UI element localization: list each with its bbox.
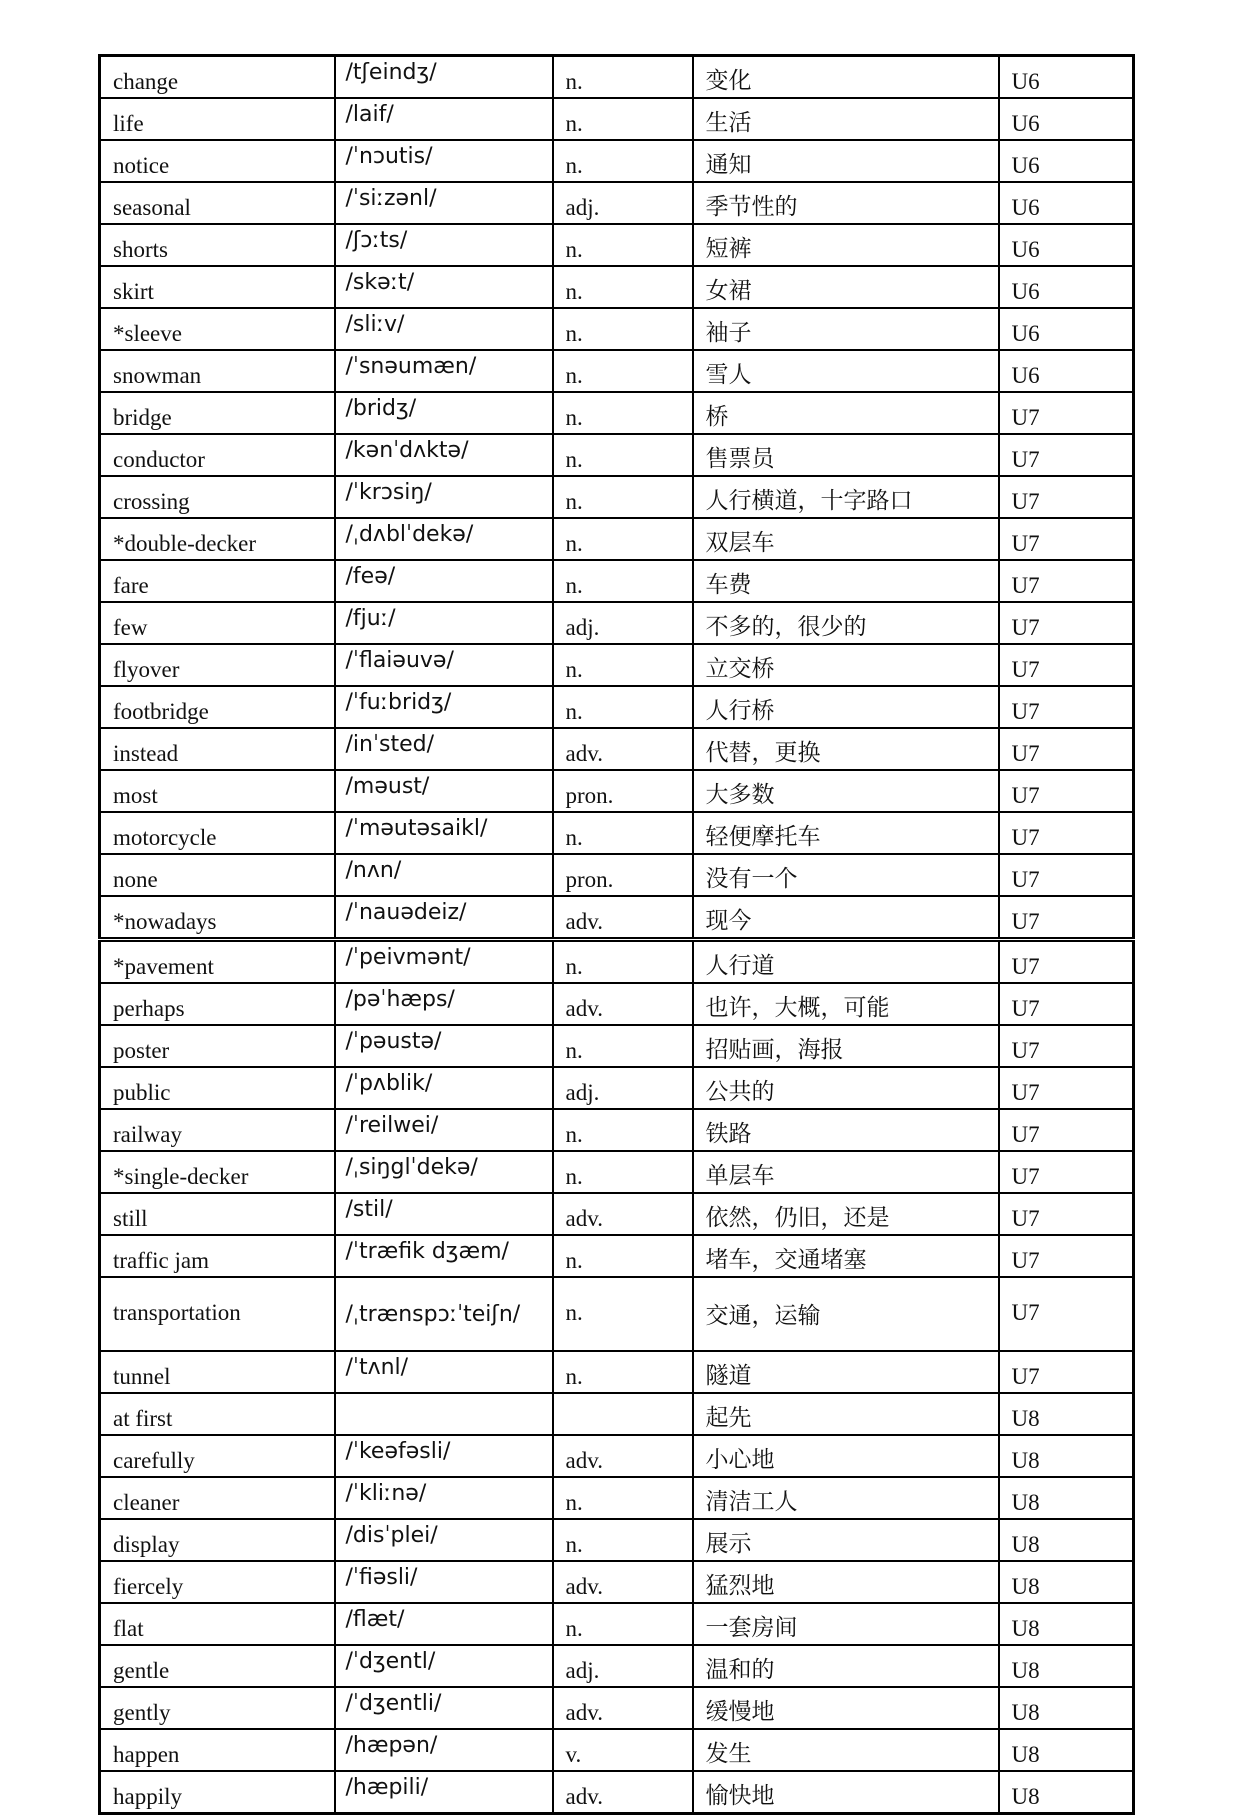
word-cell: transportation xyxy=(100,1277,335,1351)
meaning-cell: 单层车 xyxy=(693,1151,999,1193)
word-cell: *nowadays xyxy=(100,896,335,940)
table-row xyxy=(100,434,1134,476)
table-row xyxy=(100,266,1134,308)
word-cell: cleaner xyxy=(100,1477,335,1519)
part-of-speech-cell: n. xyxy=(553,224,693,266)
unit-cell: U8 xyxy=(999,1729,1134,1771)
table-row xyxy=(100,1519,1134,1561)
table-row xyxy=(100,854,1134,896)
table-row xyxy=(100,1351,1134,1393)
unit-cell: U8 xyxy=(999,1687,1134,1729)
meaning-cell: 人行桥 xyxy=(693,686,999,728)
meaning-cell: 袖子 xyxy=(693,308,999,350)
phonetic-cell: /stil/ xyxy=(335,1193,553,1235)
part-of-speech-cell: n. xyxy=(553,1351,693,1393)
word-cell: none xyxy=(100,854,335,896)
phonetic-cell: /ˌsiŋglˈdekə/ xyxy=(335,1151,553,1193)
table-row xyxy=(100,1151,1134,1193)
unit-cell: U8 xyxy=(999,1561,1134,1603)
unit-cell: U8 xyxy=(999,1435,1134,1477)
unit-cell: U7 xyxy=(999,983,1134,1025)
part-of-speech-cell: pron. xyxy=(553,770,693,812)
phonetic-cell: /ˈpeivmənt/ xyxy=(335,940,553,984)
part-of-speech-cell: n. xyxy=(553,140,693,182)
word-cell: traffic jam xyxy=(100,1235,335,1277)
meaning-cell: 一套房间 xyxy=(693,1603,999,1645)
phonetic-cell: /flæt/ xyxy=(335,1603,553,1645)
meaning-cell: 愉快地 xyxy=(693,1771,999,1814)
unit-cell: U7 xyxy=(999,1025,1134,1067)
phonetic-cell: /ˈnauədeiz/ xyxy=(335,896,553,940)
word-cell: *double-decker xyxy=(100,518,335,560)
meaning-cell: 代替，更换 xyxy=(693,728,999,770)
table-row xyxy=(100,812,1134,854)
table-row xyxy=(100,1435,1134,1477)
word-cell: life xyxy=(100,98,335,140)
part-of-speech-cell: n. xyxy=(553,1109,693,1151)
table-row xyxy=(100,1603,1134,1645)
meaning-cell: 温和的 xyxy=(693,1645,999,1687)
table-row xyxy=(100,1687,1134,1729)
phonetic-cell: /ˌdʌblˈdekə/ xyxy=(335,518,553,560)
part-of-speech-cell xyxy=(553,1393,693,1435)
meaning-cell: 季节性的 xyxy=(693,182,999,224)
part-of-speech-cell: n. xyxy=(553,644,693,686)
word-cell: footbridge xyxy=(100,686,335,728)
phonetic-cell: /laif/ xyxy=(335,98,553,140)
part-of-speech-cell: n. xyxy=(553,392,693,434)
word-cell: tunnel xyxy=(100,1351,335,1393)
word-cell: instead xyxy=(100,728,335,770)
unit-cell: U7 xyxy=(999,940,1134,984)
word-cell: at first xyxy=(100,1393,335,1435)
table-row xyxy=(100,1109,1134,1151)
word-cell: crossing xyxy=(100,476,335,518)
word-cell: railway xyxy=(100,1109,335,1151)
meaning-cell: 通知 xyxy=(693,140,999,182)
part-of-speech-cell: v. xyxy=(553,1729,693,1771)
table-row xyxy=(100,1477,1134,1519)
unit-cell: U7 xyxy=(999,644,1134,686)
word-cell: *pavement xyxy=(100,940,335,984)
part-of-speech-cell: n. xyxy=(553,1025,693,1067)
table-row xyxy=(100,983,1134,1025)
word-cell: display xyxy=(100,1519,335,1561)
phonetic-cell: /hæpən/ xyxy=(335,1729,553,1771)
unit-cell: U8 xyxy=(999,1603,1134,1645)
word-cell: perhaps xyxy=(100,983,335,1025)
table-row xyxy=(100,98,1134,140)
table-row xyxy=(100,476,1134,518)
part-of-speech-cell: adj. xyxy=(553,182,693,224)
phonetic-cell: /ˈtræfik dʒæm/ xyxy=(335,1235,553,1277)
word-cell: happen xyxy=(100,1729,335,1771)
phonetic-cell: /kənˈdʌktə/ xyxy=(335,434,553,476)
phonetic-cell: /ʃɔːts/ xyxy=(335,224,553,266)
unit-cell: U6 xyxy=(999,56,1134,99)
part-of-speech-cell: adv. xyxy=(553,983,693,1025)
table-row xyxy=(100,1067,1134,1109)
meaning-cell: 桥 xyxy=(693,392,999,434)
unit-cell: U7 xyxy=(999,1151,1134,1193)
meaning-cell: 公共的 xyxy=(693,1067,999,1109)
table-row xyxy=(100,140,1134,182)
phonetic-cell: /nʌn/ xyxy=(335,854,553,896)
unit-cell: U8 xyxy=(999,1477,1134,1519)
unit-cell: U7 xyxy=(999,770,1134,812)
phonetic-cell: /feə/ xyxy=(335,560,553,602)
phonetic-cell: /bridʒ/ xyxy=(335,392,553,434)
phonetic-cell: /ˈnɔutis/ xyxy=(335,140,553,182)
meaning-cell: 雪人 xyxy=(693,350,999,392)
word-cell: seasonal xyxy=(100,182,335,224)
meaning-cell: 短裤 xyxy=(693,224,999,266)
unit-cell: U7 xyxy=(999,518,1134,560)
phonetic-cell: /ˈsnəumæn/ xyxy=(335,350,553,392)
meaning-cell: 轻便摩托车 xyxy=(693,812,999,854)
meaning-cell: 起先 xyxy=(693,1393,999,1435)
word-cell: gentle xyxy=(100,1645,335,1687)
unit-cell: U6 xyxy=(999,182,1134,224)
unit-cell: U6 xyxy=(999,224,1134,266)
table-row xyxy=(100,602,1134,644)
phonetic-cell: /ˈtʌnl/ xyxy=(335,1351,553,1393)
meaning-cell: 依然，仍旧，还是 xyxy=(693,1193,999,1235)
word-cell: conductor xyxy=(100,434,335,476)
unit-cell: U8 xyxy=(999,1771,1134,1814)
meaning-cell: 生活 xyxy=(693,98,999,140)
table-row xyxy=(100,560,1134,602)
meaning-cell: 车费 xyxy=(693,560,999,602)
word-cell: notice xyxy=(100,140,335,182)
part-of-speech-cell: n. xyxy=(553,476,693,518)
unit-cell: U6 xyxy=(999,140,1134,182)
table-row xyxy=(100,1235,1134,1277)
vocabulary-table-body xyxy=(100,56,1134,1814)
unit-cell: U7 xyxy=(999,686,1134,728)
meaning-cell: 堵车，交通堵塞 xyxy=(693,1235,999,1277)
unit-cell: U7 xyxy=(999,1351,1134,1393)
table-row xyxy=(100,770,1134,812)
unit-cell: U8 xyxy=(999,1519,1134,1561)
unit-cell: U6 xyxy=(999,98,1134,140)
phonetic-cell: /skəːt/ xyxy=(335,266,553,308)
part-of-speech-cell: n. xyxy=(553,1603,693,1645)
phonetic-cell: /hæpili/ xyxy=(335,1771,553,1814)
word-cell: fiercely xyxy=(100,1561,335,1603)
unit-cell: U7 xyxy=(999,1235,1134,1277)
part-of-speech-cell: n. xyxy=(553,98,693,140)
word-cell: public xyxy=(100,1067,335,1109)
word-cell: flyover xyxy=(100,644,335,686)
word-cell: happily xyxy=(100,1771,335,1814)
meaning-cell: 隧道 xyxy=(693,1351,999,1393)
part-of-speech-cell: adj. xyxy=(553,1067,693,1109)
meaning-cell: 立交桥 xyxy=(693,644,999,686)
word-cell: carefully xyxy=(100,1435,335,1477)
word-cell: *single-decker xyxy=(100,1151,335,1193)
phonetic-cell: /sliːv/ xyxy=(335,308,553,350)
part-of-speech-cell: n. xyxy=(553,434,693,476)
meaning-cell: 缓慢地 xyxy=(693,1687,999,1729)
word-cell: skirt xyxy=(100,266,335,308)
unit-cell: U6 xyxy=(999,308,1134,350)
part-of-speech-cell: adv. xyxy=(553,1771,693,1814)
part-of-speech-cell: n. xyxy=(553,1519,693,1561)
table-row xyxy=(100,1393,1134,1435)
table-row xyxy=(100,350,1134,392)
word-cell: *sleeve xyxy=(100,308,335,350)
meaning-cell: 人行横道，十字路口 xyxy=(693,476,999,518)
table-row xyxy=(100,518,1134,560)
meaning-cell: 人行道 xyxy=(693,940,999,984)
unit-cell: U7 xyxy=(999,812,1134,854)
phonetic-cell: /pəˈhæps/ xyxy=(335,983,553,1025)
meaning-cell: 变化 xyxy=(693,56,999,99)
meaning-cell: 没有一个 xyxy=(693,854,999,896)
phonetic-cell xyxy=(335,1393,553,1435)
table-row xyxy=(100,1193,1134,1235)
word-cell: motorcycle xyxy=(100,812,335,854)
part-of-speech-cell: n. xyxy=(553,518,693,560)
phonetic-cell: /məust/ xyxy=(335,770,553,812)
meaning-cell: 展示 xyxy=(693,1519,999,1561)
part-of-speech-cell: adv. xyxy=(553,1687,693,1729)
meaning-cell: 不多的，很少的 xyxy=(693,602,999,644)
phonetic-cell: /ˈkliːnə/ xyxy=(335,1477,553,1519)
word-cell: few xyxy=(100,602,335,644)
unit-cell: U7 xyxy=(999,1277,1134,1351)
part-of-speech-cell: adj. xyxy=(553,1645,693,1687)
table-row xyxy=(100,308,1134,350)
phonetic-cell: /fjuː/ xyxy=(335,602,553,644)
unit-cell: U6 xyxy=(999,266,1134,308)
phonetic-cell: /inˈsted/ xyxy=(335,728,553,770)
unit-cell: U7 xyxy=(999,896,1134,940)
word-cell: snowman xyxy=(100,350,335,392)
meaning-cell: 猛烈地 xyxy=(693,1561,999,1603)
unit-cell: U7 xyxy=(999,434,1134,476)
table-row xyxy=(100,1645,1134,1687)
part-of-speech-cell: adj. xyxy=(553,602,693,644)
meaning-cell: 清洁工人 xyxy=(693,1477,999,1519)
meaning-cell: 招贴画，海报 xyxy=(693,1025,999,1067)
meaning-cell: 也许，大概，可能 xyxy=(693,983,999,1025)
part-of-speech-cell: n. xyxy=(553,940,693,984)
part-of-speech-cell: n. xyxy=(553,56,693,99)
unit-cell: U7 xyxy=(999,476,1134,518)
unit-cell: U7 xyxy=(999,1193,1134,1235)
phonetic-cell: /ˈfiəsli/ xyxy=(335,1561,553,1603)
phonetic-cell: /ˈkeəfəsli/ xyxy=(335,1435,553,1477)
table-row xyxy=(100,644,1134,686)
phonetic-cell: /ˈpəustə/ xyxy=(335,1025,553,1067)
phonetic-cell: /ˈkrɔsiŋ/ xyxy=(335,476,553,518)
table-row xyxy=(100,1025,1134,1067)
part-of-speech-cell: adv. xyxy=(553,1561,693,1603)
meaning-cell: 小心地 xyxy=(693,1435,999,1477)
meaning-cell: 铁路 xyxy=(693,1109,999,1151)
phonetic-cell: /ˈfuːbridʒ/ xyxy=(335,686,553,728)
phonetic-cell: /disˈplei/ xyxy=(335,1519,553,1561)
part-of-speech-cell: adv. xyxy=(553,728,693,770)
part-of-speech-cell: n. xyxy=(553,686,693,728)
table-row xyxy=(100,56,1134,99)
table-row xyxy=(100,1729,1134,1771)
word-cell: gently xyxy=(100,1687,335,1729)
phonetic-cell: /ˈreilwei/ xyxy=(335,1109,553,1151)
word-cell: shorts xyxy=(100,224,335,266)
unit-cell: U7 xyxy=(999,1109,1134,1151)
table-row xyxy=(100,896,1134,940)
table-row xyxy=(100,1561,1134,1603)
unit-cell: U7 xyxy=(999,560,1134,602)
phonetic-cell: /ˈflaiəuvə/ xyxy=(335,644,553,686)
table-row xyxy=(100,182,1134,224)
table-row xyxy=(100,1771,1134,1814)
vocabulary-table xyxy=(98,54,1135,1815)
word-cell: fare xyxy=(100,560,335,602)
part-of-speech-cell: adv. xyxy=(553,896,693,940)
unit-cell: U7 xyxy=(999,392,1134,434)
table-row xyxy=(100,940,1134,984)
phonetic-cell: /ˈdʒentl/ xyxy=(335,1645,553,1687)
part-of-speech-cell: pron. xyxy=(553,854,693,896)
phonetic-cell: /ˈdʒentli/ xyxy=(335,1687,553,1729)
part-of-speech-cell: n. xyxy=(553,1235,693,1277)
word-cell: change xyxy=(100,56,335,99)
meaning-cell: 交通，运输 xyxy=(693,1277,999,1351)
table-row xyxy=(100,728,1134,770)
meaning-cell: 双层车 xyxy=(693,518,999,560)
unit-cell: U7 xyxy=(999,1067,1134,1109)
part-of-speech-cell: n. xyxy=(553,308,693,350)
part-of-speech-cell: n. xyxy=(553,1277,693,1351)
meaning-cell: 现今 xyxy=(693,896,999,940)
phonetic-cell: /ˈpʌblik/ xyxy=(335,1067,553,1109)
phonetic-cell: /ˈsiːzənl/ xyxy=(335,182,553,224)
phonetic-cell: /tʃeindʒ/ xyxy=(335,56,553,99)
unit-cell: U6 xyxy=(999,350,1134,392)
meaning-cell: 大多数 xyxy=(693,770,999,812)
table-row xyxy=(100,1277,1134,1351)
table-row xyxy=(100,392,1134,434)
part-of-speech-cell: adv. xyxy=(553,1435,693,1477)
table-row xyxy=(100,224,1134,266)
unit-cell: U8 xyxy=(999,1645,1134,1687)
part-of-speech-cell: n. xyxy=(553,1151,693,1193)
unit-cell: U7 xyxy=(999,728,1134,770)
unit-cell: U7 xyxy=(999,854,1134,896)
meaning-cell: 售票员 xyxy=(693,434,999,476)
part-of-speech-cell: n. xyxy=(553,560,693,602)
part-of-speech-cell: n. xyxy=(553,266,693,308)
meaning-cell: 女裙 xyxy=(693,266,999,308)
meaning-cell: 发生 xyxy=(693,1729,999,1771)
word-cell: flat xyxy=(100,1603,335,1645)
table-row xyxy=(100,686,1134,728)
word-cell: poster xyxy=(100,1025,335,1067)
word-cell: still xyxy=(100,1193,335,1235)
word-cell: bridge xyxy=(100,392,335,434)
part-of-speech-cell: n. xyxy=(553,1477,693,1519)
part-of-speech-cell: adv. xyxy=(553,1193,693,1235)
phonetic-cell: /ˌtrænspɔːˈteiʃn/ xyxy=(335,1277,553,1351)
phonetic-cell: /ˈməutəsaikl/ xyxy=(335,812,553,854)
unit-cell: U7 xyxy=(999,602,1134,644)
unit-cell: U8 xyxy=(999,1393,1134,1435)
part-of-speech-cell: n. xyxy=(553,812,693,854)
part-of-speech-cell: n. xyxy=(553,350,693,392)
word-cell: most xyxy=(100,770,335,812)
